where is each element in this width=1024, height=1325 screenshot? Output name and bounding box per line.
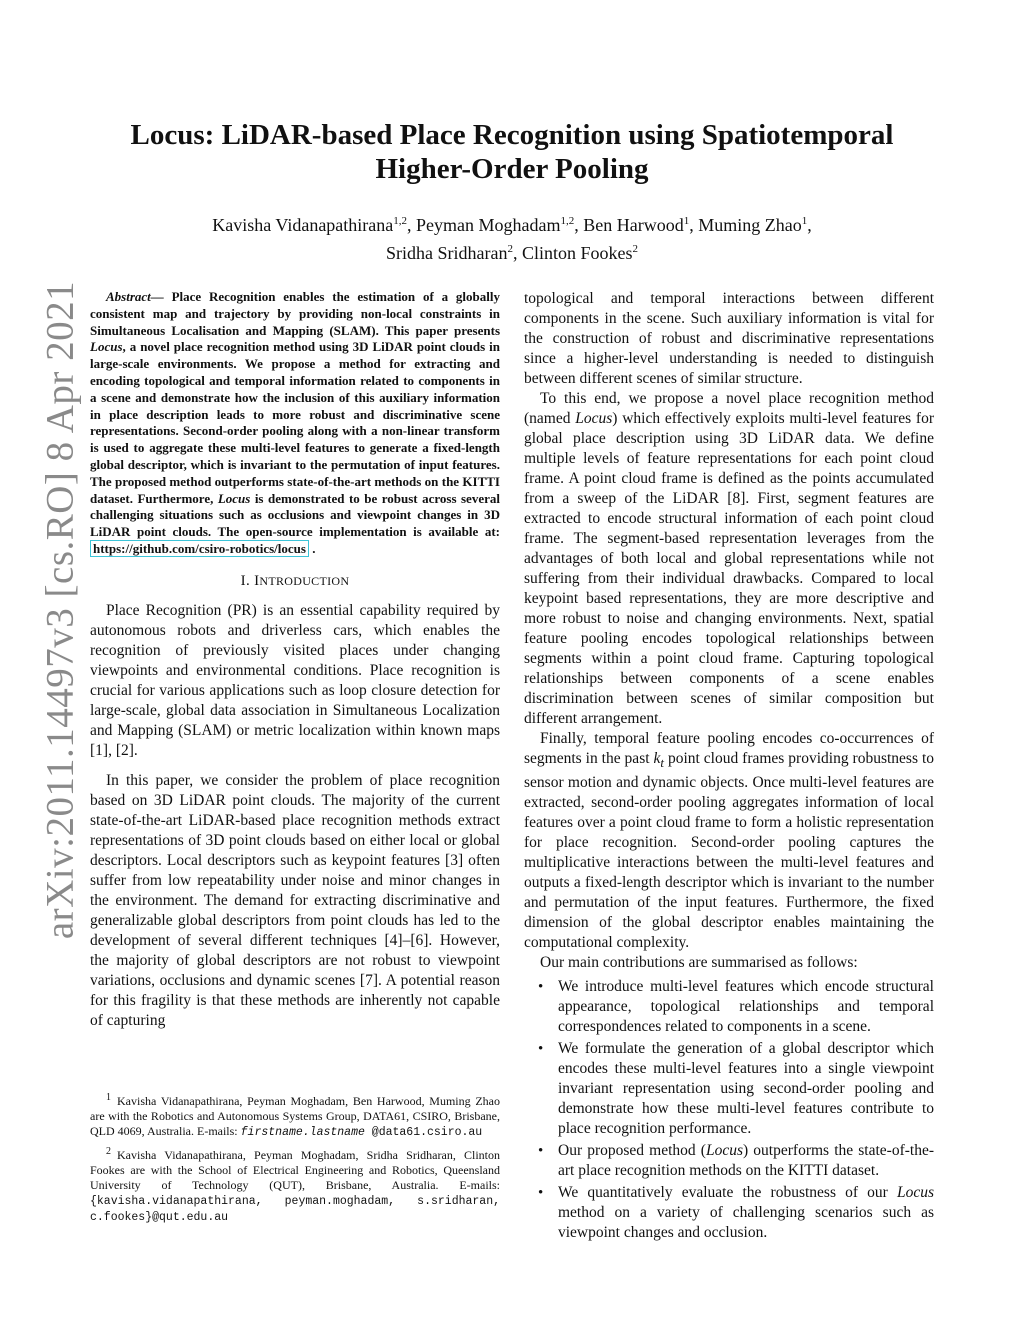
author-list: Kavisha Vidanapathirana$^{1,2}$, Peyman Moghadam$^{1,2}$, Ben Harwood$^1$, Muming Zhao$^1$, Sridha Sridharan$^2$, Clinton Fookes$^2$	[212, 215, 812, 263]
title-line-2: Higher-Order Pooling	[375, 153, 649, 185]
abstract-text: is demonstrated to be robust across several challenging situations such as occlusions and viewpoint changes in 3D LiDAR point clouds. The open-source implementation is available at:	[90, 490, 500, 540]
section-heading-introduction	[90, 571, 500, 591]
paragraph-text: Finally, temporal feature pooling encodes co-occurrences of segments in the past	[524, 730, 934, 767]
right-paragraph-4: Our main contributions are summarised as follows:	[540, 954, 858, 972]
footnote-emails: {kavisha.vidanapathirana, peyman.moghadam, s.sridharan, c.fookes}@qut.edu.au	[90, 1195, 500, 1224]
abstract-label: Abstract—	[106, 289, 164, 304]
author-affiliation: 2	[507, 243, 513, 255]
footnote-email-domain: @data61.csiro.au	[364, 1126, 483, 1139]
author-affiliation: 1,2	[560, 215, 575, 227]
title-line-1: Locus: LiDAR-based Place Recognition using Spatiotemporal	[130, 119, 894, 151]
right-paragraph-3	[524, 729, 934, 953]
intro-paragraph-1: Place Recognition (PR) is an essential capability required by autonomous robots and driverless cars, which enables the recognition of previously visited places under changing viewpoints and environmental conditions. Place recognition is crucial for various applications such as loop closure detection for large-scale, global data association in Simultaneous Localization and Mapping (SLAM) or metric localization within known maps [1], [2].	[90, 601, 500, 759]
footnote-text: Kavisha Vidanapathirana, Peyman Moghadam, Sridha Sridharan, Clinton Fookes are with the School of Electrical Engineering and Robotics, Queensland University of Technology (QUT), Brisbane, Australia. E-mails:	[90, 1148, 500, 1192]
locus-name: Locus	[896, 1184, 934, 1202]
abstract-text: Place Recognition enables the estimation of a globally consistent map and trajectory by providing non-local constraints in Simultaneous Localisation and Mapping (SLAM). This paper presents	[90, 289, 500, 338]
footnote-mark: 2	[106, 1146, 111, 1157]
footnote-mark: 1	[106, 1092, 111, 1103]
author-name: Muming Zhao	[698, 215, 802, 235]
abstract-text: , a novel place recognition method using 3D LiDAR point clouds in large-scale environments. We propose a method for extracting and encoding topological and temporal information related to components in a scene and demonstrate how the inclusion of this auxiliary information in place description leads to more robust and discriminative scene representations. Second-order pooling along with a non-linear transform is used to aggregate these multi-level features to generate a fixed-length global descriptor, which is invariant to the permutation of input features. The proposed method outperforms state-of-the-art methods on the KITTI dataset. Furthermore,	[90, 339, 500, 506]
contribution-item: • We introduce multi-level features which encode structural appearance, topological relationships and temporal correspondences related to components in a scene.	[524, 977, 934, 1037]
section-rest: NTRODUCTION	[259, 573, 350, 588]
author-name: Sridha Sridharan	[386, 243, 508, 263]
paper-title	[120, 118, 904, 186]
author-affiliation: 1	[683, 215, 690, 227]
contribution-text: ) outperforms the state-of-the-art place recognition methods on the KITTI dataset.	[558, 1142, 934, 1180]
right-paragraph-2	[524, 389, 934, 729]
paragraph-text: point cloud frames providing robustness to sensor motion and dynamic objects. Once multi-level features are extracted, second-order pooling aggregates information of local features over a point cloud frame to form a holistic representation for place recognition. Second-order pooling captures the multiplicative interactions between the multi-level features and outputs a fixed-length descriptor which is invariant to the number and permutation of the input features. Furthermore, the fixed dimension of the global descriptor enables maintaining the computational complexity.	[524, 750, 934, 952]
author-name: Ben Harwood	[583, 215, 684, 235]
abstract-locus: Locus	[217, 490, 251, 506]
contribution-text: Our proposed method (	[558, 1142, 706, 1160]
arxiv-stamp-text: arXiv:2011.14497v3 [cs.RO] 8 Apr 2021	[38, 280, 82, 940]
locus-name: Locus	[575, 410, 613, 427]
contribution-list	[524, 977, 934, 1243]
contribution-text: method on a variety of challenging scenarios such as viewpoint changes and occlusion.	[558, 1204, 934, 1242]
footnote-2	[90, 1144, 500, 1225]
right-column	[524, 289, 934, 1245]
github-link[interactable]: https://github.com/csiro-robotics/locus	[90, 540, 309, 557]
footnote-1	[90, 1090, 500, 1140]
left-column	[90, 289, 500, 1031]
contribution-item	[524, 1183, 934, 1243]
paragraph-text: ) which effectively exploits multi-level features for global place description using 3D LiDAR data. We define multiple levels of feature representations for each point cloud frame. A point cloud frame is defined as the points accumulated from a sweep of the LiDAR [8]. First, segment features are extracted to encode structural information of each point cloud frame. The segment-based representation leverages from the advantages of both local and global representations while not suffering from their individual drawbacks. Compared to local keypoint based representations, they are more descriptive and more robust to noise and changing environments. Next, spatial feature pooling encodes topological relationships between segments within a point cloud frame. Capturing topological relationships between components of a scene enables discrimination between scenes of similar composition but different arrangement.	[524, 410, 934, 727]
contribution-item: • We formulate the generation of a global descriptor which encodes these multi-level features into a single viewpoint invariant representation using second-order pooling and demonstrate how these multi-level features contribute to place recognition performance.	[524, 1039, 934, 1139]
paragraph-text: To this end, we propose a novel place recognition method (named	[524, 390, 934, 427]
footnote-text: Kavisha Vidanapathirana, Peyman Moghadam, Ben Harwood, Muming Zhao are with the Robotics and Autonomous Systems Group, DATA61, CSIRO, Brisbane, QLD 4069, Australia. E-mails:	[90, 1094, 500, 1138]
author-affiliation: 2	[632, 243, 638, 255]
abstract	[90, 289, 500, 558]
contribution-item	[524, 1141, 934, 1181]
author-name: Peyman Moghadam	[416, 215, 561, 235]
footnotes	[90, 1090, 500, 1229]
math-t: t	[660, 755, 664, 771]
author-affiliation: 1,2	[393, 215, 408, 227]
author-name: Clinton Fookes	[521, 243, 633, 263]
contribution-text: We quantitatively evaluate the robustness of our	[558, 1184, 897, 1202]
math-k: k	[653, 750, 661, 767]
author-affiliation: 1	[801, 215, 808, 227]
intro-paragraph-2: In this paper, we consider the problem of place recognition based on 3D LiDAR point clouds. The majority of the current state-of-the-art LiDAR-based place recognition methods extract representations of 3D point clouds based on either local or global descriptors. Local descriptors such as keypoint features [3] often suffer from low repeatability under noise and minor changes in the environment. The demand for extracting discriminative and generalizable global descriptors from point clouds has led to the development of several different techniques [4]–[6]. However, the majority of global descriptors are not robust to viewpoint variations, occlusions and dynamic scenes [7]. A potential reason for this fragility is that these methods are inherently not capable of capturing	[90, 771, 500, 1029]
section-number: I.	[240, 572, 255, 589]
footnote-email-local: firstname.lastname	[240, 1126, 365, 1139]
author-name: Kavisha Vidanapathirana	[212, 215, 394, 235]
right-paragraph-1: topological and temporal interactions between different components in the scene. Such auxiliary information is vital for the construction of robust and discriminative representations since a higher-level understanding is needed to distinguish between different scenes of similar structure.	[524, 290, 934, 387]
abstract-end: .	[308, 540, 316, 556]
section-cap: I	[254, 572, 260, 589]
abstract-locus: Locus	[90, 339, 123, 355]
locus-name: Locus	[705, 1142, 744, 1160]
